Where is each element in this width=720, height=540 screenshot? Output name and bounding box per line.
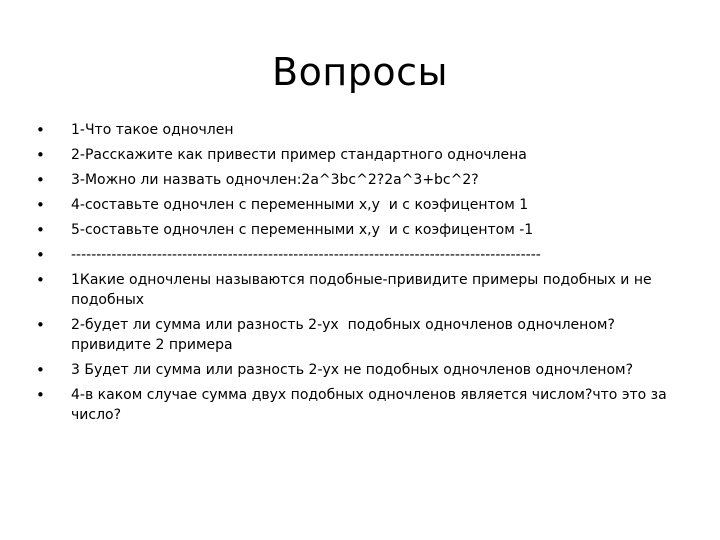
bullet-dot-icon: • — [36, 316, 45, 334]
bullet-text: 1-Что такое одночлен — [71, 122, 234, 138]
bullet-item — [36, 145, 686, 165]
slide-title: Вопросы — [272, 50, 448, 94]
bullet-dot-icon: • — [36, 386, 45, 404]
bullet-dot-icon: • — [36, 221, 45, 239]
bullet-text: 4-в каком случае сумма двух подобных одночленов является числом?что это за число? — [71, 387, 672, 423]
bullet-item — [36, 170, 686, 190]
bullet-text: 3 Будет ли сумма или разность 2-ух не подобных одночленов одночленом? — [71, 362, 634, 378]
bullet-text: 1Какие одночлены называются подобные-привидите примеры подобных и не подобных — [71, 272, 657, 308]
bullet-item — [36, 360, 686, 380]
bullet-dot-icon: • — [36, 146, 45, 164]
bullet-text: 3-Можно ли назвать одночлен:2а^3bc^2?2a^3+bc^2? — [71, 172, 479, 188]
bullet-text: 2-Расскажите как привести пример стандартного одночлена — [71, 147, 527, 163]
bullet-item-divider — [36, 245, 686, 265]
bullet-item — [36, 120, 686, 140]
bullet-dot-icon: • — [36, 246, 45, 264]
bullet-item — [36, 220, 686, 240]
bullet-item — [36, 385, 686, 425]
bullet-dot-icon: • — [36, 171, 45, 189]
bullet-list — [36, 120, 686, 430]
bullet-dot-icon: • — [36, 361, 45, 379]
bullet-dot-icon: • — [36, 271, 45, 289]
bullet-item — [36, 270, 686, 310]
bullet-item — [36, 315, 686, 355]
bullet-dot-icon: • — [36, 121, 45, 139]
bullet-item — [36, 195, 686, 215]
bullet-text: 5-составьте одночлен с переменными x,y и с коэфицентом -1 — [71, 222, 534, 238]
bullet-text: 4-составьте одночлен с переменными x,y и с коэфицентом 1 — [71, 197, 529, 213]
bullet-text: 2-будет ли сумма или разность 2-ух подобных одночленов одночленом? привидите 2 примера — [71, 317, 620, 353]
divider-text: --------------------------------------------------------------------------------------------- — [71, 247, 541, 263]
bullet-dot-icon: • — [36, 196, 45, 214]
